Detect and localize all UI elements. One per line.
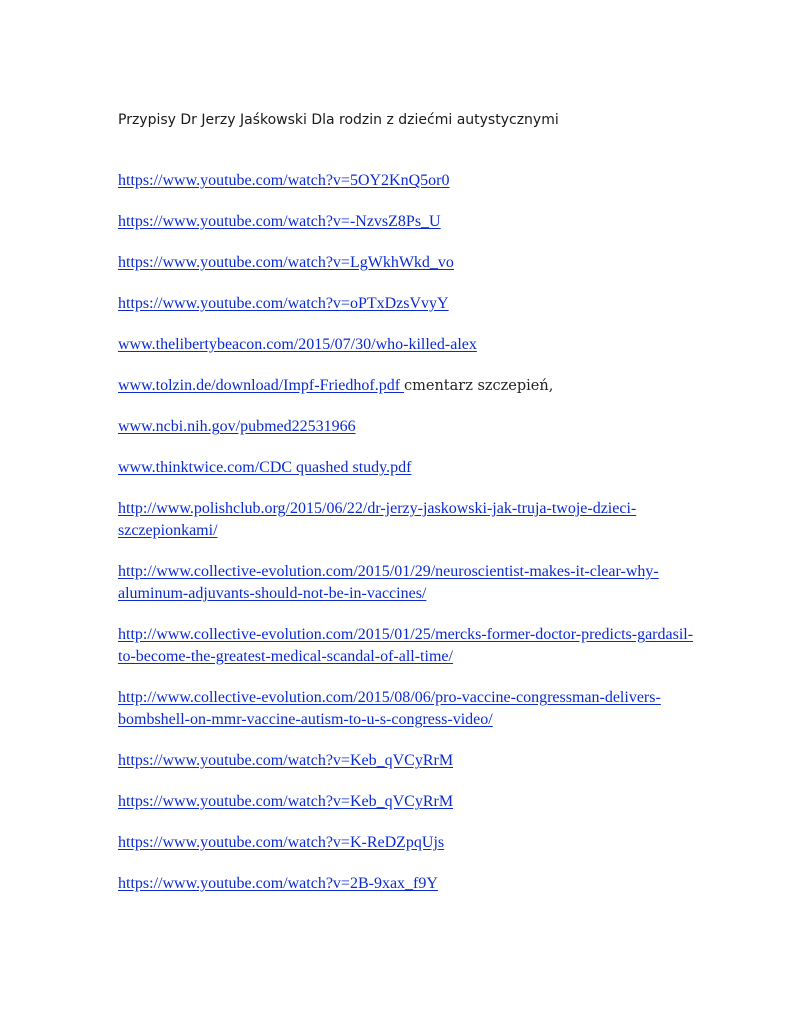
reference-list <box>118 170 698 914</box>
reference-link[interactable]: https://www.youtube.com/watch?v=2B-9xax_f9Y <box>118 875 438 892</box>
reference-link[interactable]: www.thinktwice.com/CDC quashed study.pdf <box>118 459 412 476</box>
reference-item <box>118 416 698 438</box>
reference-link[interactable]: https://www.youtube.com/watch?v=oPTxDzsVvyY <box>118 295 449 312</box>
reference-link[interactable]: www.ncbi.nih.gov/pubmed22531966 <box>118 418 356 435</box>
reference-link[interactable]: http://www.collective-evolution.com/2015/01/29/neuroscientist-makes-it-clear-why-aluminum-adjuvants-should-not-be-in-vaccines/ <box>118 563 659 602</box>
reference-item <box>118 252 698 274</box>
reference-link[interactable]: https://www.youtube.com/watch?v=5OY2KnQ5or0 <box>118 172 450 189</box>
reference-item <box>118 624 698 668</box>
reference-note: cmentarz szczepień, <box>404 378 554 394</box>
reference-link[interactable]: https://www.youtube.com/watch?v=K-ReDZpqUjs <box>118 834 445 851</box>
reference-item <box>118 211 698 233</box>
reference-item <box>118 687 698 731</box>
reference-item <box>118 873 698 895</box>
reference-item <box>118 561 698 605</box>
reference-link[interactable]: http://www.collective-evolution.com/2015/08/06/pro-vaccine-congressman-delivers-bombshell-on-mmr-vaccine-autism-to-u-s-congress-video/ <box>118 689 661 728</box>
reference-item <box>118 457 698 479</box>
reference-link[interactable]: https://www.youtube.com/watch?v=Keb_qVCyRrM <box>118 793 454 810</box>
reference-item <box>118 832 698 854</box>
reference-item <box>118 750 698 772</box>
reference-item <box>118 498 698 542</box>
document-title: Przypisy Dr Jerzy Jaśkowski Dla rodzin z dziećmi autystycznymi <box>118 112 559 128</box>
reference-link[interactable]: http://www.collective-evolution.com/2015/01/25/mercks-former-doctor-predicts-gardasil-to-become-the-greatest-medical-scandal-of-all-time/ <box>118 626 694 665</box>
reference-item <box>118 293 698 315</box>
reference-link[interactable]: www.thelibertybeacon.com/2015/07/30/who-killed-alex <box>118 336 477 353</box>
reference-item <box>118 170 698 192</box>
reference-link[interactable]: www.tolzin.de/download/Impf-Friedhof.pdf <box>118 377 405 394</box>
reference-link[interactable]: https://www.youtube.com/watch?v=-NzvsZ8Ps_U <box>118 213 441 230</box>
reference-item <box>118 375 698 397</box>
reference-link[interactable]: http://www.polishclub.org/2015/06/22/dr-jerzy-jaskowski-jak-truja-twoje-dzieci-szczepionkami/ <box>118 500 637 539</box>
reference-link[interactable]: https://www.youtube.com/watch?v=LgWkhWkd_vo <box>118 254 454 271</box>
reference-link[interactable]: https://www.youtube.com/watch?v=Keb_qVCyRrM <box>118 752 454 769</box>
reference-item <box>118 334 698 356</box>
reference-item <box>118 791 698 813</box>
